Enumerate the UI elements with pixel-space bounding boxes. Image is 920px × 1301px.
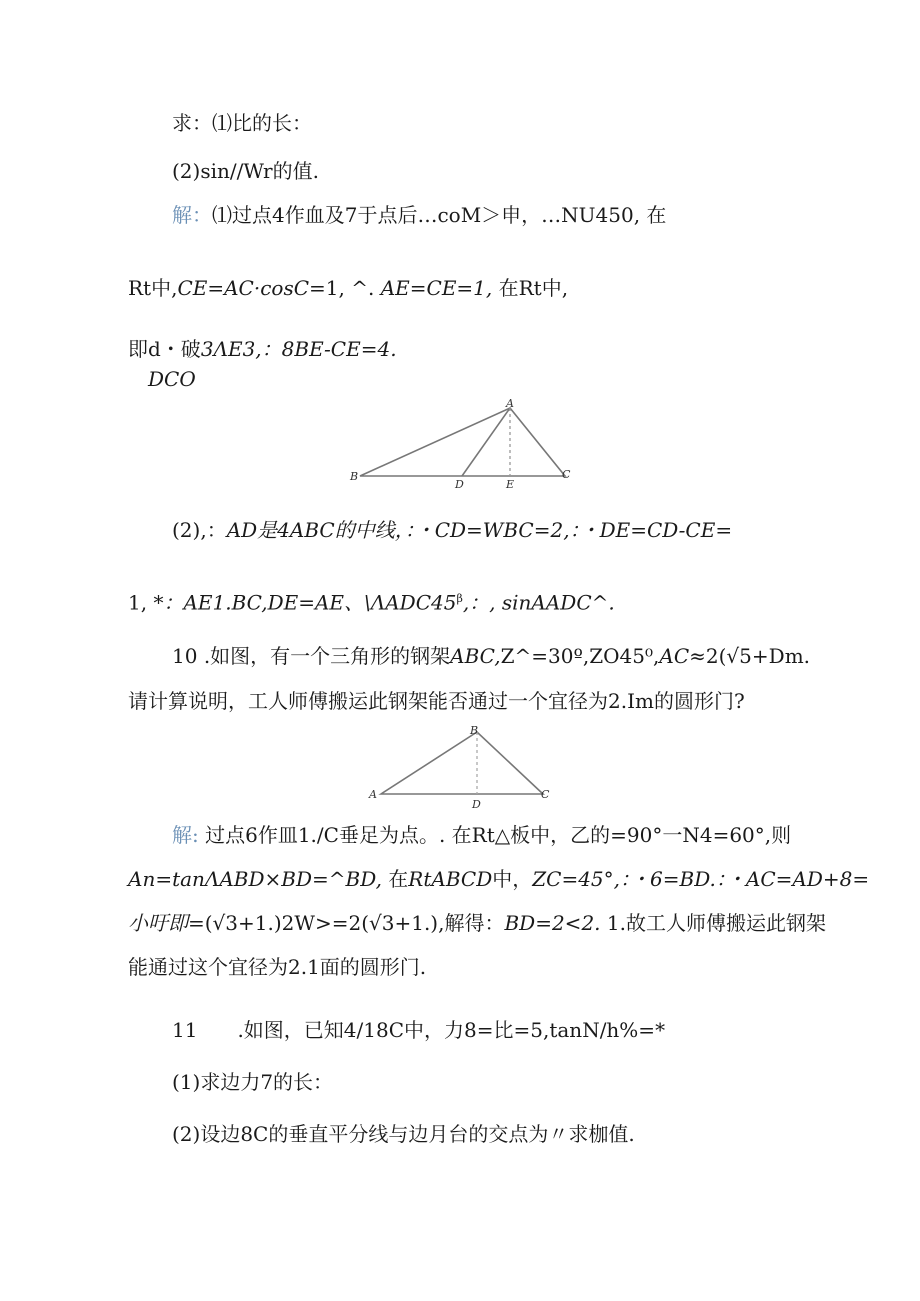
formula: RtABCD <box>408 867 493 891</box>
problem-11-statement <box>172 1017 665 1043</box>
formula: 小吁即 <box>128 911 188 935</box>
vertex-b-label: B <box>350 470 359 483</box>
vertex-c-label: C <box>541 788 550 801</box>
solution-text: ⑴过点4作血及7于点后…coM＞申，…NU450, 在 <box>212 203 667 227</box>
vertex-b-label: B <box>470 724 479 737</box>
problem-11-part-2: (2)设边8C的垂直平分线与边月台的交点为〃求枷值. <box>172 1122 635 1146</box>
figure-triangle-abc-2 <box>365 722 565 810</box>
solution-label: 解: <box>172 823 199 847</box>
text-fragment: 1, <box>128 590 154 615</box>
point-d-label: D <box>455 478 464 490</box>
formula: An=tanΛABD×BD=^BD, <box>128 867 382 891</box>
formula: AE=CE=1, <box>380 276 493 300</box>
point-e-label: E <box>506 478 515 490</box>
triangle-abc <box>360 408 565 476</box>
problem-10-statement-2: 请计算说明，工人师傅搬运此钢架能否通过一个宜径为2.Im的圆形门? <box>128 689 745 713</box>
solution-10-line-4: 能通过这个宜径为2.1面的圆形门. <box>128 955 427 979</box>
formula: AC≈ <box>659 644 706 668</box>
solution-line-1 <box>172 202 666 228</box>
text-fragment: Rt中, <box>128 276 178 300</box>
text-fragment: .如图，已知4/18C中，力8=比=5,tanN/h%=* <box>237 1018 666 1042</box>
formula: AD是4ABC的中线，：・CD=WBC=2,：・DE=CD-CE= <box>226 518 733 542</box>
problem-number: 11 <box>172 1018 198 1042</box>
formula: ABC, <box>450 644 501 668</box>
superscript: β <box>456 592 463 605</box>
formula: BD=2<2. <box>504 911 601 935</box>
formula: ,：, sinAADC^. <box>462 590 615 615</box>
vertex-c-label: C <box>562 468 571 481</box>
formula: *：AE1.BC,DE=AE、\ΛADC45 <box>153 590 457 615</box>
triangle-abc <box>381 732 543 794</box>
text-fragment: 2(√5+Dm. <box>705 644 811 668</box>
formula: ZC=45°,：・6=BD.：・AC=AD+8= <box>532 867 870 891</box>
question-part-1: 求：⑴比的长： <box>172 111 312 135</box>
text-fragment: .如图，有一个三角形的钢架 <box>203 644 451 668</box>
solution-10-line-3 <box>128 910 826 936</box>
text-fragment: Z^=30º,ZO45⁰, <box>500 644 660 668</box>
formula: 3ΛE3,：8BE-CE=4. <box>200 337 397 361</box>
vertex-a-label: A <box>369 788 377 801</box>
figure-triangle-abc-1 <box>340 398 580 490</box>
solution-line-2 <box>128 275 568 301</box>
solution-line-3 <box>128 336 397 362</box>
vertex-a-label: A <box>506 398 514 410</box>
formula: CE=AC·cosC= <box>177 276 326 300</box>
problem-10-statement <box>172 643 810 669</box>
solution-part-2 <box>172 517 732 543</box>
solution-10-line-2 <box>128 866 869 892</box>
problem-number: 10 <box>172 644 198 668</box>
text-fragment: 在 <box>381 867 409 891</box>
text-fragment: 在Rt中, <box>492 276 569 300</box>
text-fragment: 即d・破 <box>128 337 201 361</box>
text-fragment: 过点6作皿1./C垂足为点。. 在Rt△板中，乙的=90°一N4=60°,则 <box>198 823 792 847</box>
text-fragment: 1.故工人师傅搬运此钢架 <box>600 911 826 935</box>
solution-label: 解： <box>172 203 212 227</box>
question-part-2: (2)sin//Wr的值. <box>172 159 319 183</box>
problem-11-part-1: (1)求边力7的长： <box>172 1070 334 1094</box>
text-fragment: 1, ^. <box>325 276 381 300</box>
text-fragment: (2),： <box>172 518 227 542</box>
text-fragment: =(√3+1.)2W>=2(√3+1.),解得： <box>188 911 505 935</box>
solution-10-line-1 <box>172 822 791 848</box>
point-d-label: D <box>472 798 481 810</box>
text-fragment: 中， <box>492 867 533 891</box>
solution-part-2-end <box>128 586 615 616</box>
label-dco: DCO <box>148 367 196 391</box>
